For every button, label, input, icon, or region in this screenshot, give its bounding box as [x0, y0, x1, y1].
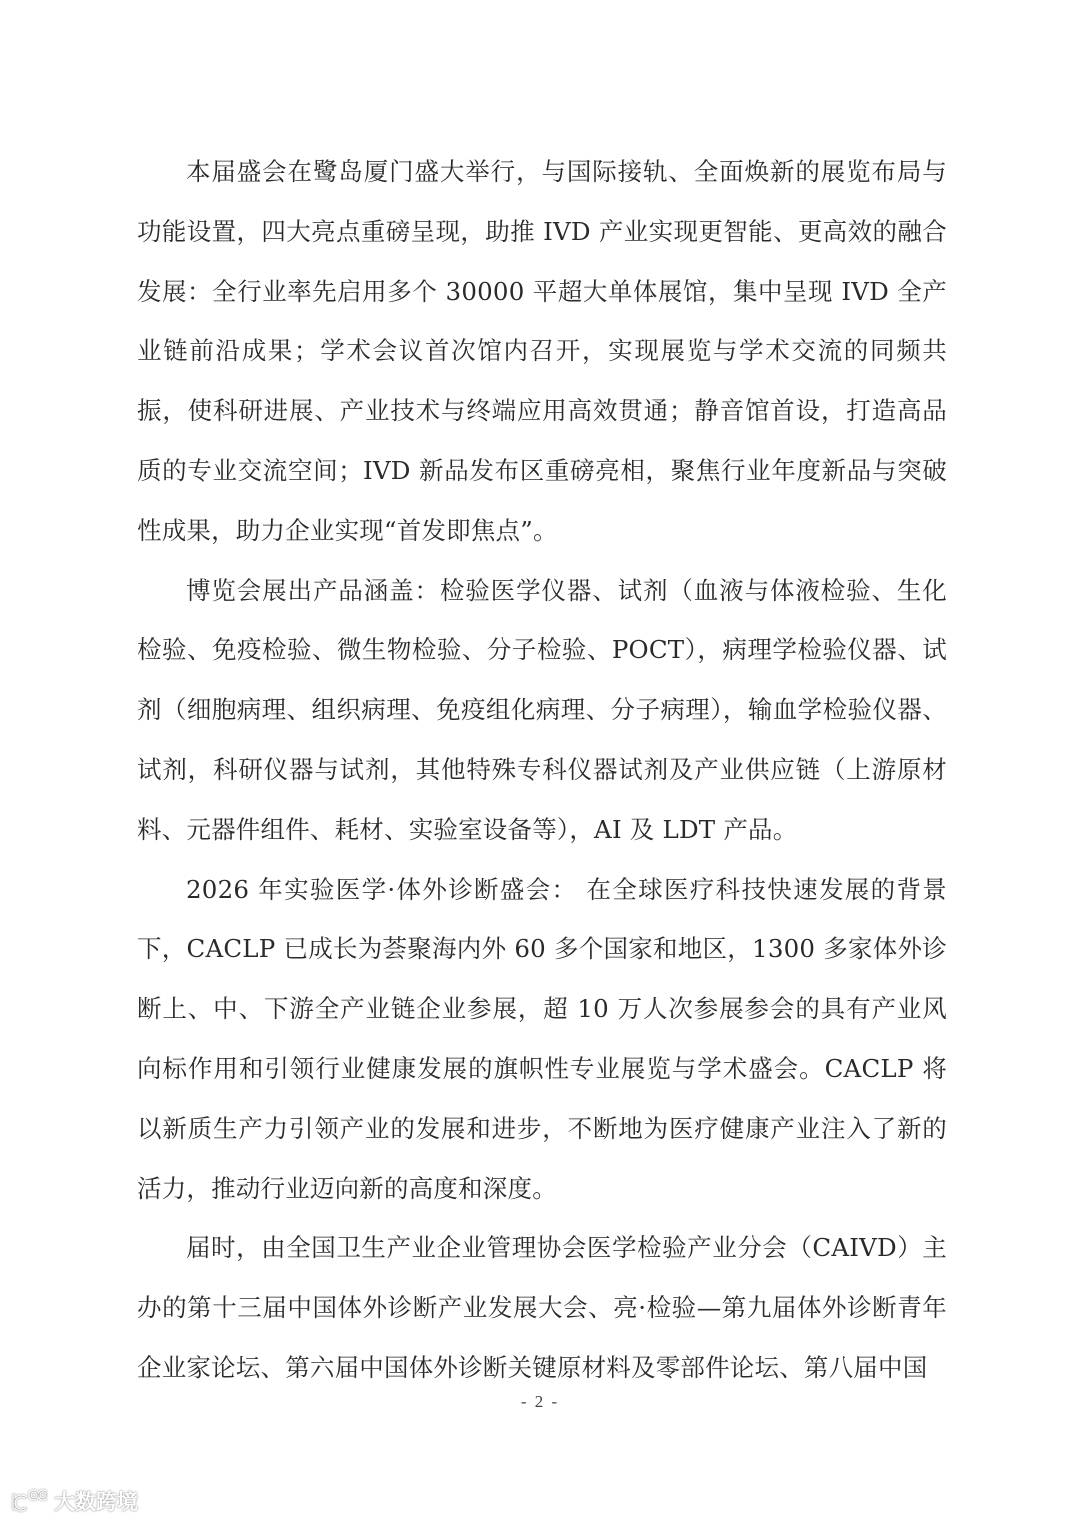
paragraph-caclp-overview: 2026 年实验医学·体外诊断盛会： 在全球医疗科技快速发展的背景下，CACLP 已成长为荟聚海内外 60 多个国家和地区，1300 多家体外诊断上、中、下游全产业链企业参展，超 10 万人次参展参会的具有产业风向标作用和引领行业健康发展的旗帜性专业展览与学术盛会。CACLP 将以新质生产力引领产业的发展和进步，不断地为医疗健康产业注入了新的活力，推动行业迈向新的高度和深度。	[137, 874, 947, 1203]
watermark	[10, 1486, 138, 1516]
paragraph-concurrent-events: 届时，由全国卫生产业企业管理协会医学检验产业分会（CAIVD）主办的第十三届中国体外诊断产业发展大会、亮·检验—第九届体外诊断青年企业家论坛、第六届中国体外诊断关键原材料及零部件论坛、第八届中国	[137, 1233, 947, 1382]
dashu-logo-icon	[10, 1488, 48, 1514]
document-body	[137, 142, 947, 1398]
paragraph-exhibition-highlights: 本届盛会在鹭岛厦门盛大举行，与国际接轨、全面焕新的展览布局与功能设置，四大亮点重磅呈现，助推 IVD 产业实现更智能、更高效的融合发展：全行业率先启用多个 30000 平超大单体展馆，集中呈现 IVD 全产业链前沿成果；学术会议首次馆内召开，实现展览与学术交流的同频共振，使科研进展、产业技术与终端应用高效贯通；静音馆首设，打造高品质的专业交流空间；IVD 新品发布区重磅亮相，聚焦行业年度新品与突破性成果，助力企业实现“首发即焦点”。	[137, 157, 947, 545]
watermark-text: 大数跨境	[54, 1490, 138, 1514]
paragraph-product-scope: 博览会展出产品涵盖：检验医学仪器、试剂（血液与体液检验、生化检验、免疫检验、微生物检验、分子检验、POCT），病理学检验仪器、试剂（细胞病理、组织病理、免疫组化病理、分子病理），输血学检验仪器、试剂，科研仪器与试剂，其他特殊专科仪器试剂及产业供应链（上游原材料、元器件组件、耗材、实验室设备等），AI 及 LDT 产品。	[137, 575, 947, 844]
page-number: - 2 -	[520, 1392, 560, 1411]
